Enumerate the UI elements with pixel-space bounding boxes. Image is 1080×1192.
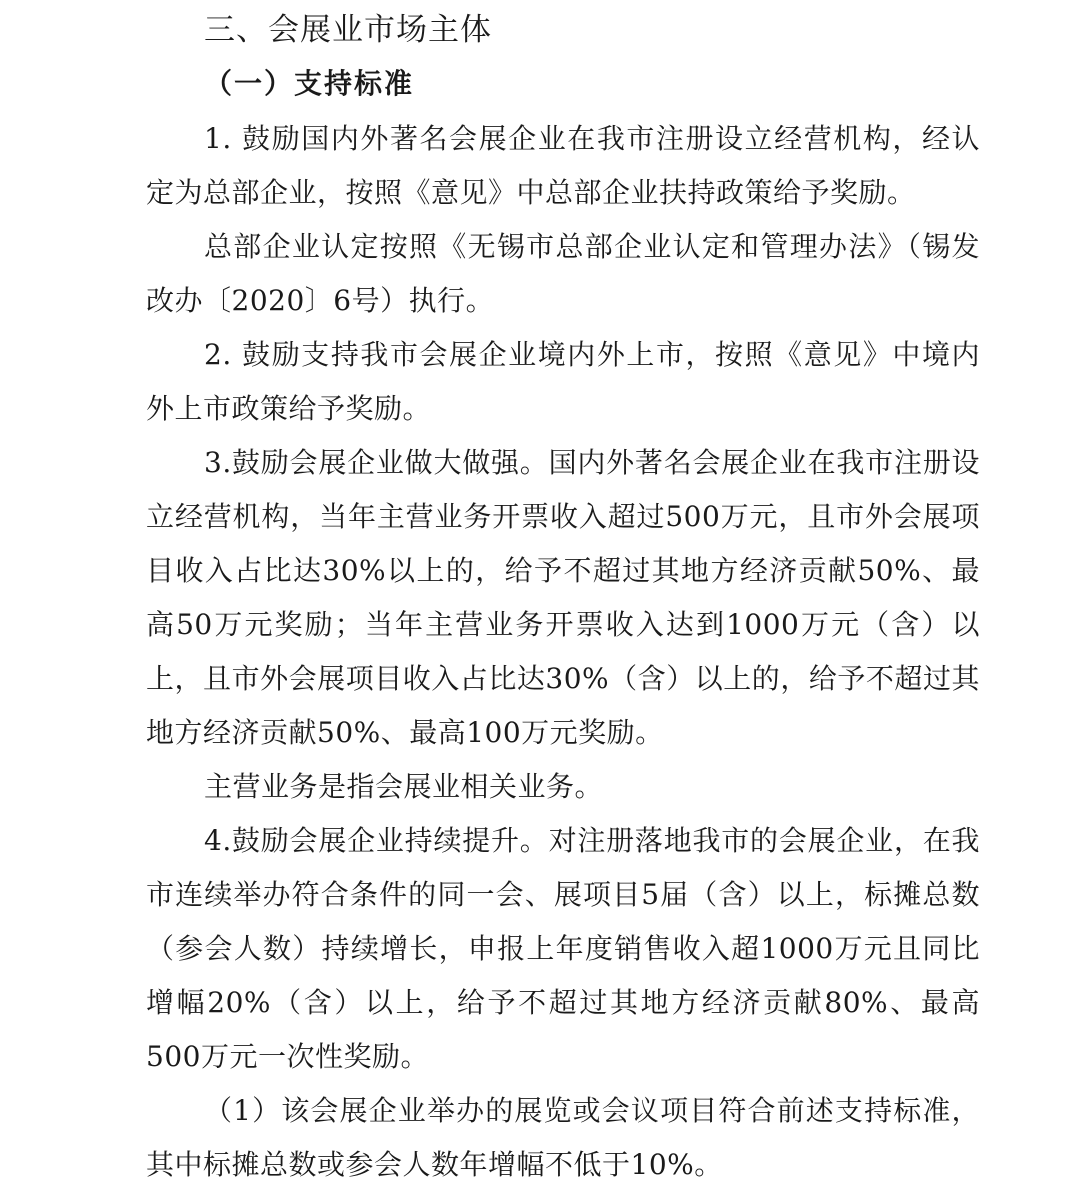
paragraph-5: 主营业务是指会展业相关业务。	[204, 770, 604, 803]
paragraph-6: 4.鼓励会展企业持续提升。对注册落地我市的会展企业，在我市连续举办符合条件的同一会、展项目5届（含）以上，标摊总数（参会人数）持续增长，申报上年度销售收入超1000万元且同比增幅20%（含）以上，给予不超过其地方经济贡献80%、最高500万元一次性奖励。	[146, 824, 980, 1073]
paragraph-3: 2. 鼓励支持我市会展企业境内外上市，按照《意见》中境内外上市政策给予奖励。	[146, 338, 980, 425]
subsection-title: （一）支持标准	[204, 67, 415, 100]
paragraph-7: （1）该会展企业举办的展览或会议项目符合前述支持标准，其中标摊总数或参会人数年增幅不低于10%。	[146, 1094, 980, 1181]
section-title: 三、会展业市场主体	[204, 12, 492, 48]
paragraph-4: 3.鼓励会展企业做大做强。国内外著名会展企业在我市注册设立经营机构，当年主营业务开票收入超过500万元，且市外会展项目收入占比达30%以上的，给予不超过其地方经济贡献50%、最高50万元奖励；当年主营业务开票收入达到1000万元（含）以上，且市外会展项目收入占比达30%（含）以上的，给予不超过其地方经济贡献50%、最高100万元奖励。	[146, 446, 980, 749]
paragraph-1: 1. 鼓励国内外著名会展企业在我市注册设立经营机构，经认定为总部企业，按照《意见》中总部企业扶持政策给予奖励。	[146, 122, 980, 209]
paragraph-2: 总部企业认定按照《无锡市总部企业认定和管理办法》（锡发改办〔2020〕6号）执行。	[146, 230, 980, 317]
